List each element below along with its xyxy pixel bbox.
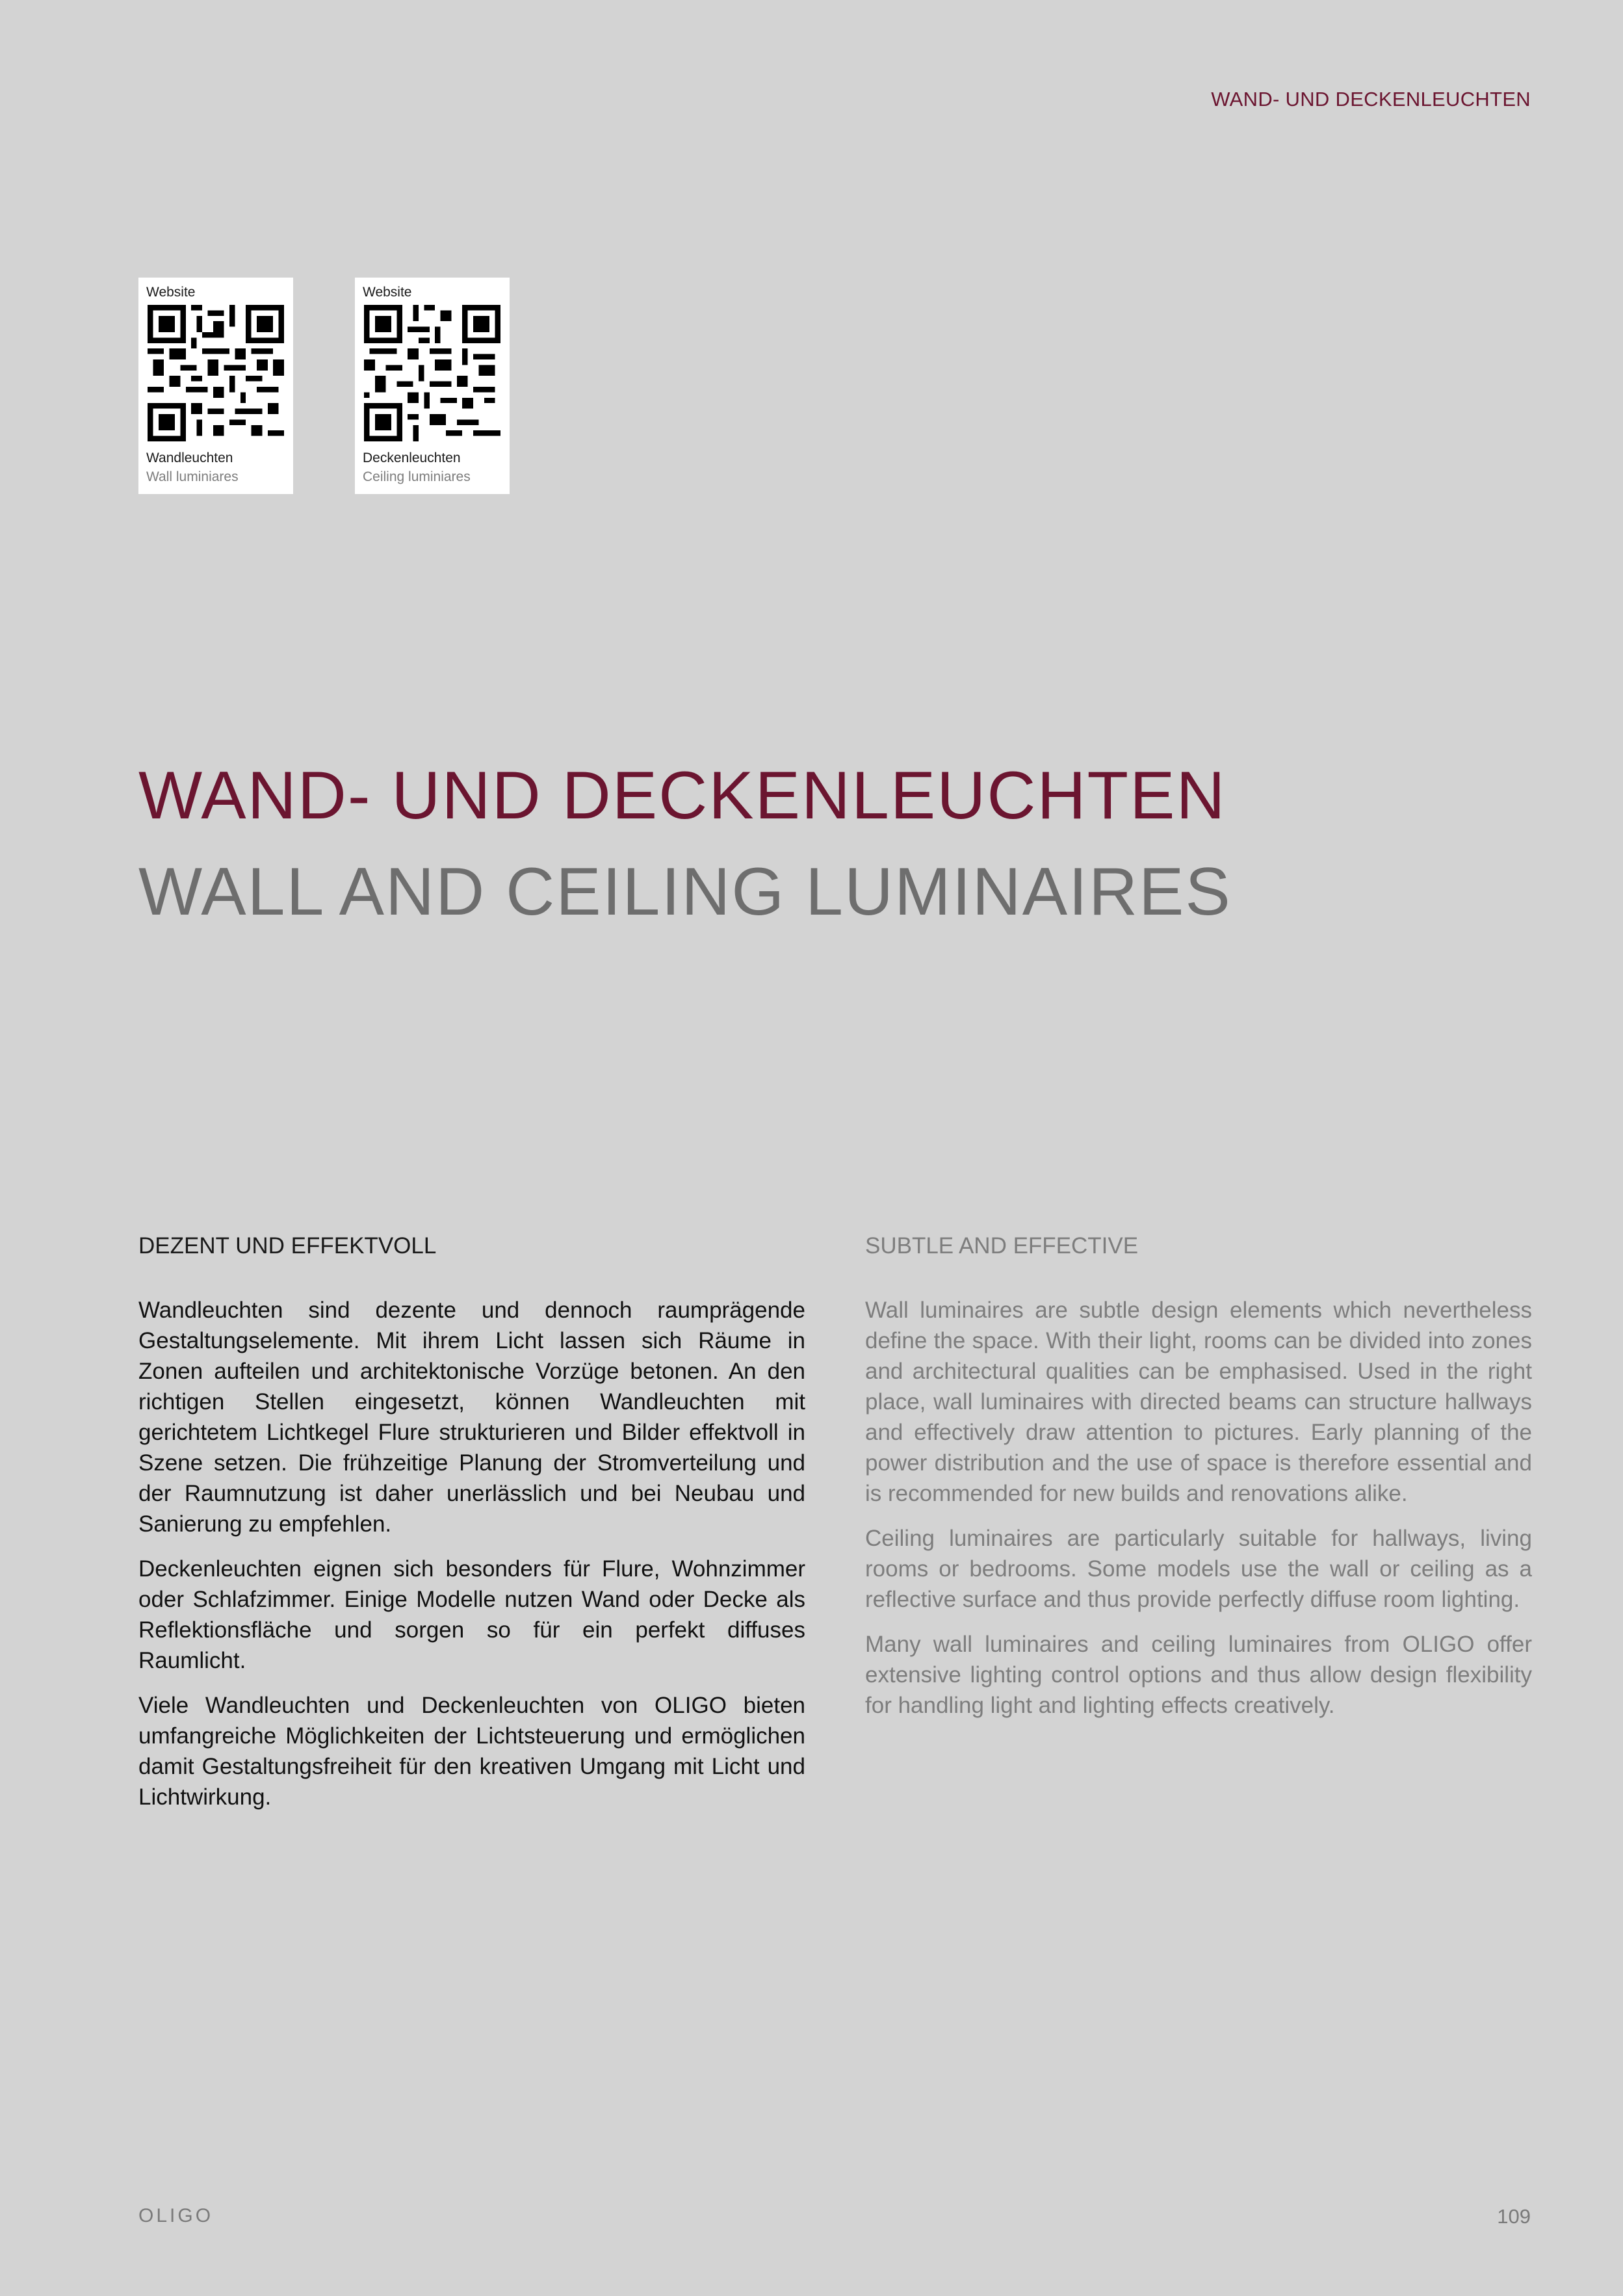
english-paragraph: Wall luminaires are subtle design elements which nevertheless define the space. With their light, rooms can be divided into zones and architectural qualities can be emphasised. Used in the right place, wall luminaires with directed beams can structure hallways and effectively draw attention to pictures. Early planning of the power distribution and the use of space is therefore essential and is recommended for new builds and renovations alike.: [865, 1298, 1532, 1506]
page-number: 109: [1497, 2205, 1531, 2228]
qr-title-de: Wandleuchten: [146, 450, 233, 465]
english-column: [865, 1230, 1532, 1735]
german-paragraph: Deckenleuchten eignen sich besonders für Flure, Wohnzimmer oder Schlafzimmer. Einige Modelle nutzen Wand oder Decke als Reflektionsfläche und sorgen so für ein perfekt diffuses Raumlicht.: [138, 1556, 805, 1673]
qr-title-de: Deckenleuchten: [363, 450, 461, 465]
qr-label: Website: [363, 285, 412, 300]
qr-title-en: Ceiling luminiares: [363, 469, 471, 484]
english-paragraph: Ceiling luminaires are particularly suitable for hallways, living rooms or bedrooms. Some models use the wall or ceiling as a reflective surface and thus provide perfectly diffuse room lighting.: [865, 1526, 1532, 1612]
german-paragraph: Viele Wandleuchten und Deckenleuchten von OLIGO bieten umfangreiche Möglichkeiten der Lichtsteuerung und ermöglichen damit Gestaltungsfreiheit für den kreativen Umgang mit Licht und Lichtwirkung.: [138, 1693, 805, 1810]
qr-label: Website: [146, 285, 196, 300]
qr-title-en: Wall luminiares: [146, 469, 239, 484]
german-paragraph: Wandleuchten sind dezente und dennoch raumprägende Gestaltungselemente. Mit ihrem Licht lassen sich Räume in Zonen aufteilen und architektonische Vorzüge betonen. An den richtigen Stellen eingesetzt, können Wandleuchten mit gerichtetem Lichtkegel Flure strukturieren und Bilder effektvoll in Szene setzen. Die frühzeitige Planung der Stromverteilung und der Raumnutzung ist daher unerlässlich und bei Neubau und Sanierung zu empfehlen.: [138, 1298, 805, 1537]
oligo-logo: OLIGO: [138, 2205, 214, 2226]
german-heading: DEZENT UND EFFEKTVOLL: [138, 1233, 437, 1259]
german-column: [138, 1230, 805, 1827]
page-title-de: WAND- UND DECKENLEUCHTEN: [138, 758, 1227, 833]
english-heading: SUBTLE AND EFFECTIVE: [865, 1233, 1139, 1259]
running-head: WAND- UND DECKENLEUCHTEN: [1211, 88, 1531, 111]
qr-card-ceiling[interactable]: [355, 278, 510, 494]
page-title-en: WALL AND CEILING LUMINAIRES: [138, 854, 1232, 930]
qr-card-wall[interactable]: [138, 278, 293, 494]
english-paragraph: Many wall luminaires and ceiling luminaires from OLIGO offer extensive lighting control options and thus allow design flexibility for handling light and lighting effects creatively.: [865, 1632, 1532, 1718]
qr-code-icon[interactable]: [364, 305, 500, 441]
qr-code-icon[interactable]: [148, 305, 284, 441]
